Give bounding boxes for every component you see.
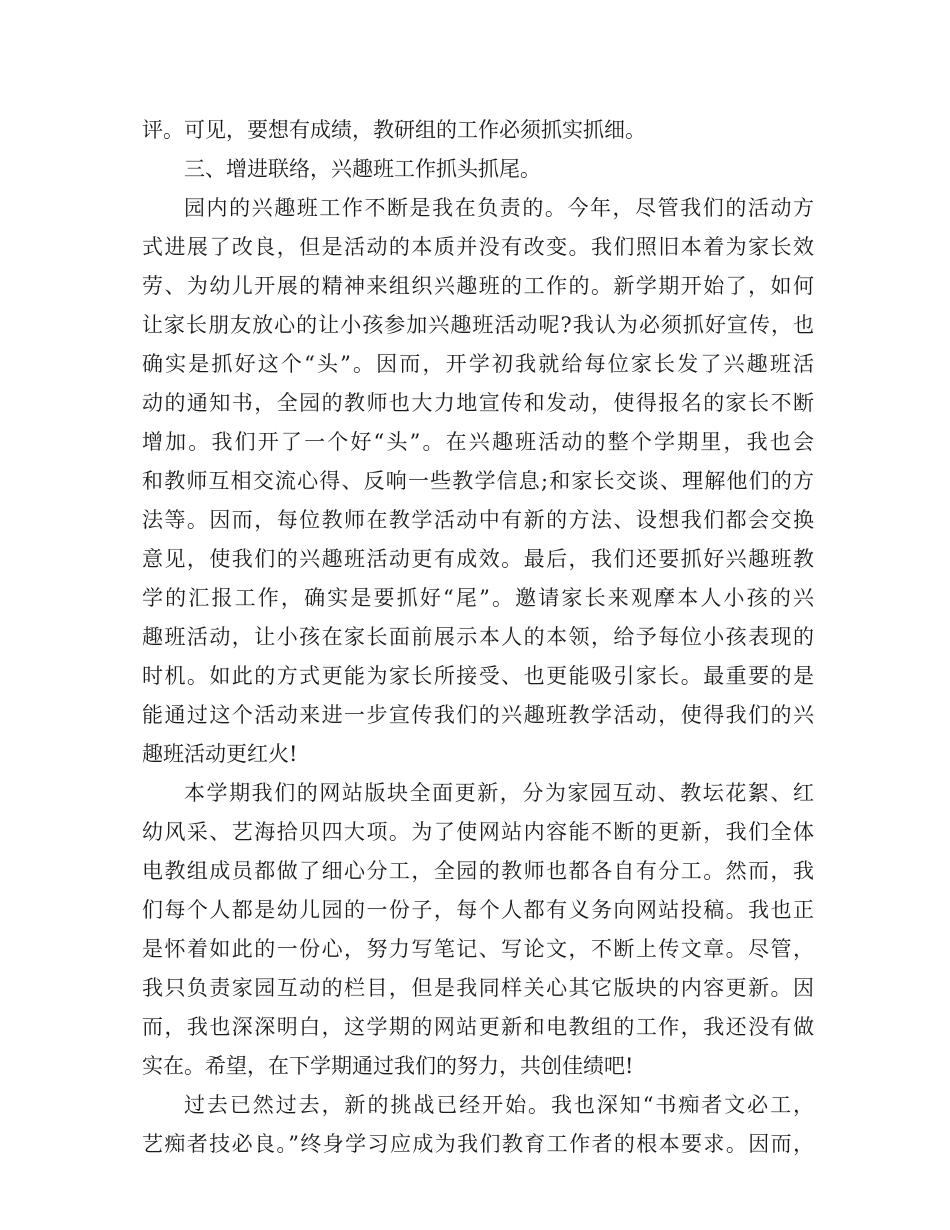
text-line: 我只负责家园互动的栏目，但是我同样关心其它版块的内容更新。因	[142, 976, 814, 1000]
text-line: 学的汇报工作，确实是要抓好“尾”。邀请家长来观摩本人小孩的兴	[142, 586, 814, 610]
text-line: 意见，使我们的兴趣班活动更有成效。最后，我们还要抓好兴趣班教	[142, 547, 814, 571]
text-line: 三、增进联络，兴趣班工作抓头抓尾。	[184, 157, 541, 181]
text-line: 劳、为幼儿开展的精神来组织兴趣班的工作的。新学期开始了，如何	[142, 274, 814, 298]
text-line: 动的通知书，全园的教师也大力地宣传和发动，使得报名的家长不断	[142, 391, 814, 415]
text-line: 们每个人都是幼儿园的一份子，每个人都有义务向网站投稿。我也正	[142, 898, 814, 922]
text-line: 园内的兴趣班工作不断是我在负责的。今年，尽管我们的活动方	[184, 196, 814, 220]
text-line: 而，我也深深明白，这学期的网站更新和电教组的工作，我还没有做	[142, 1015, 814, 1039]
text-line: 能通过这个活动来进一步宣传我们的兴趣班教学活动，使得我们的兴	[142, 703, 814, 727]
text-line: 让家长朋友放心的让小孩参加兴趣班活动呢?我认为必须抓好宣传，也	[142, 313, 814, 337]
text-line: 法等。因而，每位教师在教学活动中有新的方法、设想我们都会交换	[142, 508, 814, 532]
text-line: 时机。如此的方式更能为家长所接受、也更能吸引家长。最重要的是	[142, 664, 814, 688]
text-line: 艺痴者技必良。”终身学习应成为我们教育工作者的根本要求。因而，	[142, 1132, 814, 1156]
text-line: 是怀着如此的一份心，努力写笔记、写论文，不断上传文章。尽管，	[142, 937, 814, 961]
text-line: 幼风采、艺海拾贝四大项。为了使网站内容能不断的更新，我们全体	[142, 820, 814, 844]
text-line: 实在。希望，在下学期通过我们的努力，共创佳绩吧!	[142, 1054, 634, 1078]
text-line: 过去已然过去，新的挑战已经开始。我也深知“书痴者文必工，	[184, 1093, 814, 1117]
text-line: 趣班活动，让小孩在家长面前展示本人的本领，给予每位小孩表现的	[142, 625, 814, 649]
text-line: 本学期我们的网站版块全面更新，分为家园互动、教坛花絮、红	[184, 781, 814, 805]
document-body	[142, 111, 814, 1164]
text-line: 确实是抓好这个“头”。因而，开学初我就给每位家长发了兴趣班活	[142, 352, 814, 376]
text-line: 趣班活动更红火!	[142, 742, 298, 766]
text-line: 评。可见，要想有成绩，教研组的工作必须抓实抓细。	[142, 118, 646, 142]
text-line: 增加。我们开了一个好“头”。在兴趣班活动的整个学期里，我也会	[142, 430, 814, 454]
text-line: 式进展了改良，但是活动的本质并没有改变。我们照旧本着为家长效	[142, 235, 814, 259]
text-line: 电教组成员都做了细心分工，全园的教师也都各自有分工。然而，我	[142, 859, 814, 883]
text-line: 和教师互相交流心得、反响一些教学信息;和家长交谈、理解他们的方	[142, 469, 814, 493]
